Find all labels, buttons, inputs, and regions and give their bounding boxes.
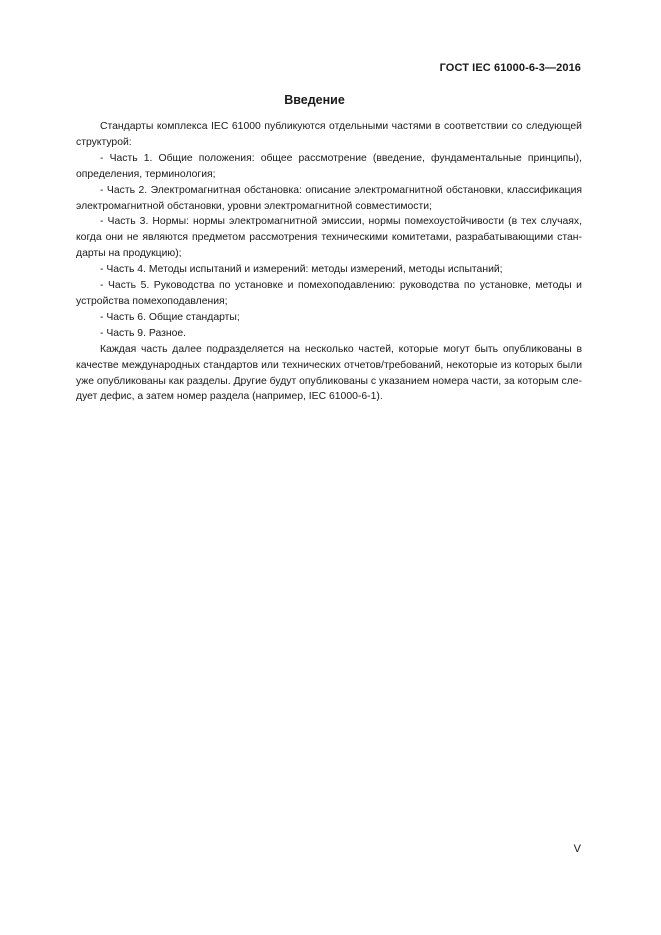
text-line: устройства помехоподавления; [76,295,228,307]
text-line: дарты на продукцию); [76,248,182,260]
paragraph [76,262,582,278]
paragraph [76,326,582,342]
text-line: - Часть 1. Общие положения: общее рассмотрение (введение, фундаментальные принципы), [100,152,582,164]
text-line: Стандарты комплекса IEC 61000 публикуются отдельными частями в соответствии со следующей [100,121,582,132]
text-line: - Часть 4. Методы испытаний и измерений: методы измерений, методы испытаний; [100,264,503,276]
paragraph [76,278,582,310]
text-line: Каждая часть далее подразделяется на несколько частей, которые могут быть опубликованы в [100,343,582,355]
text-line: когда они не являются предметом рассмотрения техническими комитетами, разрабатывающими стан- [76,232,582,244]
text-line: - Часть 2. Электромагнитная обстановка: описание электромагнитной обстановки, классификация [100,184,582,196]
text-line: - Часть 5. Руководства по установке и помехоподавлению: руководства по установке, методы и [100,280,582,292]
section-title: Введение [284,93,345,107]
paragraph [76,151,582,183]
text-line: определения, терминология; [76,168,216,180]
paragraph [76,310,582,326]
text-line: уже опубликованы как разделы. Другие будут опубликованы с указанием номера части, за которым сле- [76,375,582,387]
paragraph [76,183,582,215]
document-standard-code: ГОСТ IEC 61000-6-3—2016 [439,62,581,74]
text-line: дует дефис, а затем номер раздела (например, IEC 61000-6-1). [76,391,383,403]
text-line: структурой: [76,136,132,148]
paragraph [76,119,582,151]
text-line: качестве международных стандартов или технических отчетов/требований, некоторые из которых были [76,359,582,371]
paragraph [76,342,582,406]
document-body [76,119,582,405]
paragraph [76,214,582,262]
text-line: - Часть 3. Нормы: нормы электромагнитной эмиссии, нормы помехоустойчивости (в тех случаях, [100,216,582,228]
text-line: - Часть 9. Разное. [100,327,187,339]
text-line: - Часть 6. Общие стандарты; [100,311,240,323]
page-number: V [573,843,581,855]
text-line: электромагнитной обстановки, уровни электромагнитной совместимости; [76,200,432,212]
